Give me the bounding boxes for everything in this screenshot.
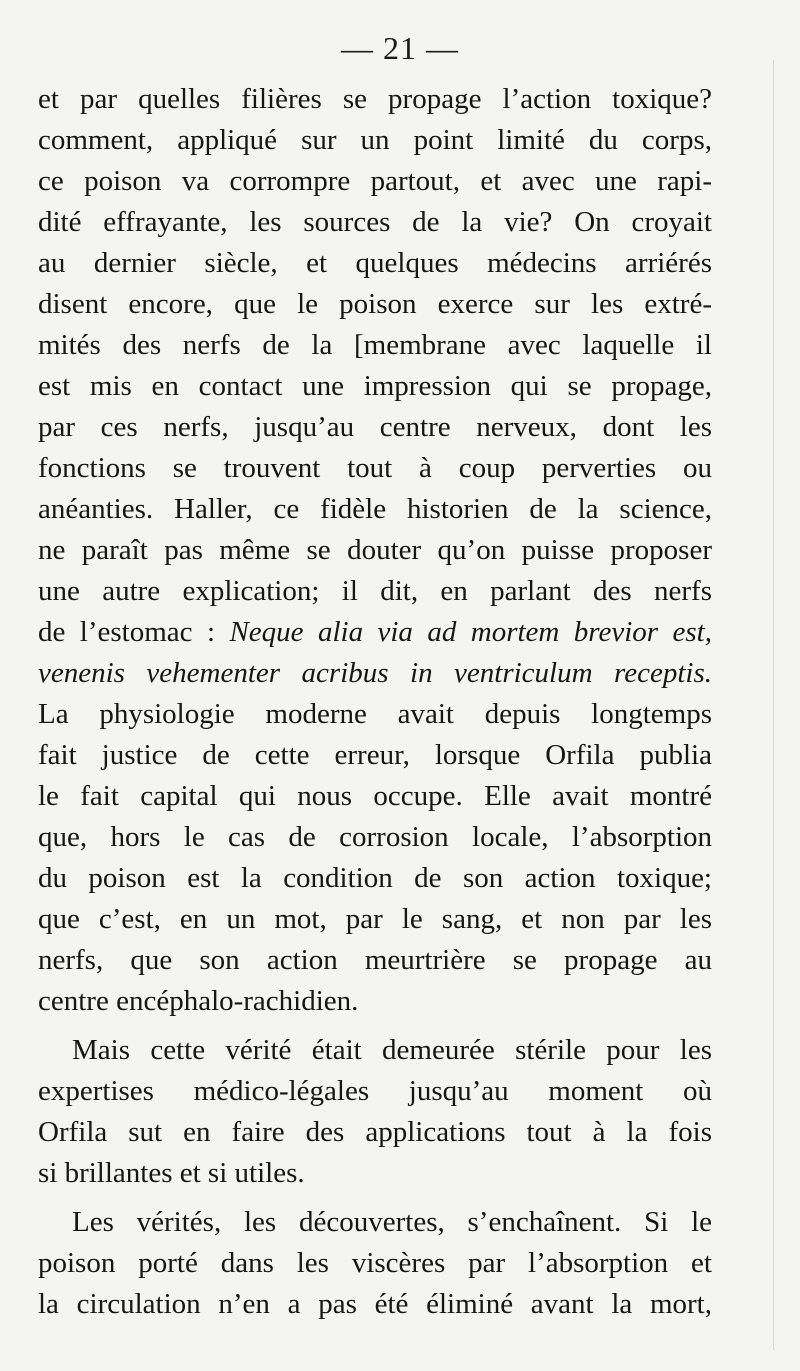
- text-line: comment, appliqué sur un point limité du corps,: [38, 124, 712, 156]
- text-line: disent encore, que le poison exerce sur les extré-: [38, 288, 712, 320]
- text-line: une autre explication; il dit, en parlant des nerfs: [38, 575, 712, 607]
- text-line: centre encéphalo-rachidien.: [38, 985, 359, 1017]
- text-line: fait justice de cette erreur, lorsque Orfila publia: [38, 739, 712, 771]
- text-line: ne paraît pas même se douter qu’on puisse proposer: [38, 534, 712, 566]
- text-line: poison porté dans les viscères par l’absorption et: [38, 1247, 712, 1279]
- text-line: expertises médico-légales jusqu’au moment où: [38, 1075, 712, 1107]
- page-number: — 21 —: [341, 30, 459, 66]
- text-line: dité effrayante, les sources de la vie? On croyait: [38, 206, 712, 238]
- text-line: Les vérités, les découvertes, s’enchaînent. Si le: [72, 1206, 712, 1238]
- text-line: si brillantes et si utiles.: [38, 1157, 305, 1189]
- text-line-prefix: de l’estomac :: [38, 616, 230, 648]
- text-line: que, hors le cas de corrosion locale, l’absorption: [38, 821, 712, 853]
- text-line: nerfs, que son action meurtrière se propage au: [38, 944, 712, 976]
- page-edge: [773, 60, 774, 1350]
- text-line: et par quelles filières se propage l’action toxique?: [38, 83, 712, 115]
- text-line: du poison est la condition de son action toxique;: [38, 862, 712, 894]
- text-line: par ces nerfs, jusqu’au centre nerveux, dont les: [38, 411, 712, 443]
- latin-quote-continued: venenis vehementer acribus in ventriculum receptis.: [38, 657, 712, 689]
- text-line: la circulation n’en a pas été éliminé avant la mort,: [38, 1288, 712, 1320]
- text-line: est mis en contact une impression qui se propage,: [38, 370, 712, 402]
- text-line: Mais cette vérité était demeurée stérile pour les: [72, 1034, 712, 1066]
- text-line: mités des nerfs de la [membrane avec laquelle il: [38, 329, 712, 361]
- text-line-quote: [38, 612, 712, 653]
- text-line: ce poison va corrompre partout, et avec une rapi-: [38, 165, 712, 197]
- latin-quote: Neque alia via ad mortem brevior est,: [229, 616, 712, 648]
- text-line: au dernier siècle, et quelques médecins arriérés: [38, 247, 712, 279]
- paragraph-gap: [38, 1022, 712, 1030]
- text-line: que c’est, en un mot, par le sang, et non par les: [38, 903, 712, 935]
- text-line: fonctions se trouvent tout à coup perverties ou: [38, 452, 712, 484]
- paragraph-gap: [38, 1194, 712, 1202]
- text-line: La physiologie moderne avait depuis longtemps: [38, 698, 712, 730]
- body-text: [38, 79, 712, 1325]
- text-line: Orfila sut en faire des applications tout à la fois: [38, 1116, 712, 1148]
- text-line: anéanties. Haller, ce fidèle historien de la science,: [38, 493, 712, 525]
- text-line: le fait capital qui nous occupe. Elle avait montré: [38, 780, 712, 812]
